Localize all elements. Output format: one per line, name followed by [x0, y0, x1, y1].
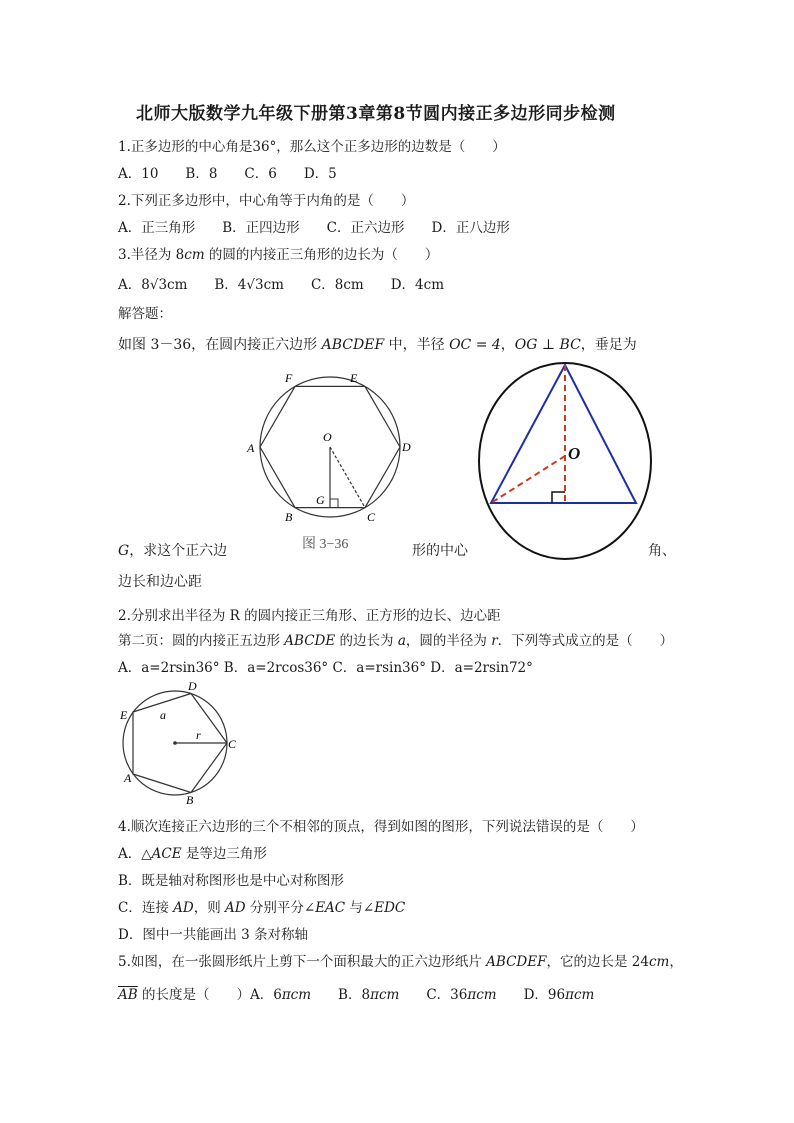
solve-1-line-2b: 形的中心 — [412, 543, 468, 559]
triangle-figure — [476, 358, 654, 564]
label-d: D — [402, 440, 411, 454]
label-a: A — [124, 771, 132, 785]
radius-to-vertex — [491, 456, 565, 503]
question-1-options: A．10 B．8 C．6 D．5 — [118, 166, 337, 182]
right-angle-mark — [330, 499, 338, 508]
question-5-line-2: $\overline{AB}$ 的长度是（ ）A．6πcm B．8πcm C．36πcm D．96πcm — [118, 987, 595, 1003]
figure-caption: 图 3−36 — [302, 537, 349, 552]
label-a: A — [247, 441, 255, 455]
hexagon-figure — [240, 362, 420, 562]
label-side-a: a — [160, 708, 166, 722]
label-radius-r: r — [196, 728, 201, 742]
label-e: E — [120, 708, 128, 722]
label-f: F — [285, 371, 293, 385]
question-3-stem: 3.半径为 8cm 的圆的内接正三角形的边长为（ ） — [118, 247, 439, 263]
label-c: C — [228, 737, 237, 751]
label-d: D — [188, 679, 197, 693]
right-angle-mark — [552, 492, 565, 503]
solve-2-options: A．a=2rsin36° B．a=2rcos36° C．a=rsin36° D．a=2rsin72° — [118, 660, 533, 676]
solve-2-line: 2.分别求出半径为 R 的圆内接正三角形、正方形的边长、边心距 — [118, 608, 501, 624]
question-5-stem: 5.如图，在一张圆形纸片上剪下一个面积最大的正六边形纸片 ABCDEF，它的边长是 24cm， — [118, 954, 683, 970]
answer-section-heading: 解答题： — [118, 306, 172, 322]
question-4-stem: 4.顺次连接正六边形的三个不相邻的顶点，得到如图的图形，下列说法错误的是（ ） — [118, 819, 644, 835]
label-o: O — [323, 430, 332, 444]
equilateral-triangle — [491, 365, 636, 503]
label-b: B — [186, 793, 194, 806]
label-b: B — [285, 510, 293, 524]
question-2-options: A．正三角形 B．正四边形 C．正六边形 D．正八边形 — [118, 220, 510, 236]
page-title: 北师大版数学九年级下册第3章第8节圆内接正多边形同步检测 — [136, 104, 616, 124]
solve-1-line-3: 边长和边心距 — [118, 574, 202, 590]
question-4-option-b: B．既是轴对称图形也是中心对称图形 — [118, 873, 344, 889]
pentagon-figure — [112, 676, 242, 806]
label-g: G — [316, 493, 325, 507]
solve-2-page2-stem: 第二页：圆的内接正五边形 ABCDE 的边长为 a，圆的半径为 r．下列等式成立的是（ ） — [118, 633, 674, 649]
center-label-o: O — [568, 444, 581, 463]
solve-1-line-2c: 角、 — [648, 543, 676, 559]
question-2-stem: 2.下列正多边形中，中心角等于内角的是（ ） — [118, 193, 415, 209]
question-4-option-d: D．图中一共能画出 3 条对称轴 — [118, 927, 308, 943]
center-point — [173, 741, 177, 745]
question-4-option-a: A．△ACE 是等边三角形 — [118, 846, 267, 862]
arc-ab: $\overline{AB}$ — [118, 987, 138, 1003]
label-e: E — [350, 371, 358, 385]
label-c: C — [367, 510, 376, 524]
question-3-options: A．8√3cm B．4√3cm C．8cm D．4cm — [118, 277, 445, 293]
solve-1-line-2a: G，求这个正六边 — [118, 543, 228, 559]
question-4-option-c: C．连接 AD，则 AD 分别平分∠EAC 与∠EDC — [118, 900, 406, 916]
solve-1-line-1: 如图 3－36，在圆内接正六边形 ABCDEF 中，半径 OC = 4，OG ⊥ BC，垂足为 — [118, 337, 637, 353]
question-1-stem: 1.正多边形的中心角是36°，那么这个正多边形的边数是（ ） — [118, 139, 506, 155]
